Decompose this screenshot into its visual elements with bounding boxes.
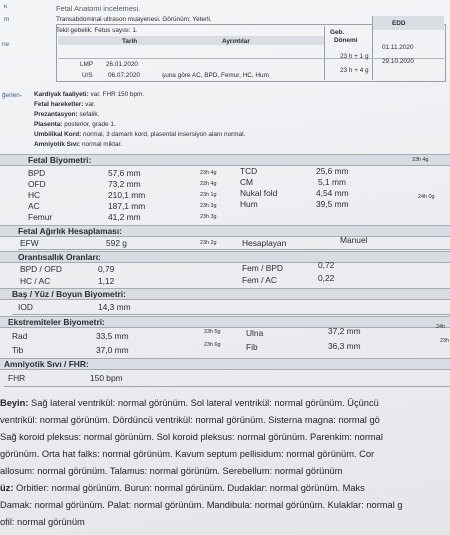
col-edd: EDD [392, 20, 406, 27]
ratio-hc-ac-value: 1,12 [98, 276, 115, 286]
lmp-edd: 01.11.2020 [382, 44, 414, 51]
bio-cm-label: CM [240, 177, 254, 187]
ext-ulna-value: 37,2 mm [328, 326, 361, 336]
us-details: şuna göre AC, BPD, Femur, HC, Hum [162, 72, 269, 79]
ext-rad-label: Rad [12, 331, 28, 341]
fhr-label: FHR [8, 373, 26, 383]
ext-fib-label: Fib [246, 342, 258, 352]
ratio-hc-ac-label: HC / AC [20, 276, 51, 286]
bio-hc-value: 210,1 mm [108, 190, 146, 200]
finding-1: Kardiyak faaliyeti: var. FHR 150 bpm. [34, 91, 145, 98]
bio-ofd-label: OFD [28, 179, 46, 189]
narrative-line-8: ofil: normal görünüm [0, 517, 85, 527]
ext-rad-value: 33,5 mm [96, 331, 129, 341]
bio-femur-value: 41,2 mm [108, 212, 141, 222]
ratio-bpd-ofd-label: BPD / OFD [20, 264, 62, 274]
narrative-line-2: ventrikül: normal görünüm. Dördüncü ventrikül: normal görünüm. Sisterna magna: normal gö [0, 415, 380, 425]
narrative-line-7: Damak: normal görünüm. Palat: normal görünüm. Mandibula: normal görünüm. Kulaklar: normal g [0, 500, 403, 510]
efw-calc-value: Manuel [340, 235, 368, 245]
ratio-fem-ac-label: Fem / AC [242, 275, 277, 285]
efw-ga: 23h 2g [200, 240, 217, 246]
findings-margin: ğerlen- [2, 92, 22, 99]
bio-hum-value: 39,5 mm [316, 199, 349, 209]
bio-ac-label: AC [28, 201, 40, 211]
ratio-bpd-ofd-value: 0,79 [98, 264, 115, 274]
lmp-date: 26.01.2020 [106, 61, 138, 68]
bio-bpd-value: 57,6 mm [108, 168, 141, 178]
narrative-line-6: üz: Orbitler: normal görünüm. Burun: normal görünüm. Dudaklar: normal görünüm. Maks [0, 483, 365, 493]
finding-6: Amniyotik Sıvı: normal miktar. [34, 141, 123, 148]
finding-4: Plasenta: posterior, grade 1. [34, 121, 116, 128]
bio-cm-value: 5,1 mm [318, 177, 346, 187]
bio-hc-label: HC [28, 190, 41, 200]
efw-calc-label: Hesaplayan [242, 238, 287, 248]
iod-value: 14,3 mm [98, 302, 131, 312]
bio-hum-ga: 24h 0g [418, 194, 435, 200]
bio-bpd-ga: 23h 4g [200, 170, 217, 176]
efw-value: 592 g [106, 238, 127, 248]
finding-3: Prezantasyon: sefalik. [34, 111, 100, 118]
col-ga-2: Dönemi [334, 37, 358, 44]
finding-2: Fetal hareketler: var. [34, 101, 96, 108]
ext-tib-label: Tib [12, 345, 24, 355]
extremity-title: Ekstremiteler Biyometri: [8, 317, 105, 327]
ext-ulna-label: Ulna [246, 328, 264, 338]
exam-description: Transabdominal ultrason muayenesi. Görünüm: Yeterli. [56, 16, 212, 23]
pregnancy-info: Tekil gebelik. Fetus sayısı: 1. [56, 27, 138, 34]
bio-ofd-ga: 22h 4g [200, 181, 217, 187]
bio-femur-ga: 23h 3g [200, 214, 217, 220]
edd-header-bar [372, 16, 444, 30]
margin-fragment-1: κ [4, 3, 8, 10]
us-edd: 29.10.2020 [382, 58, 414, 65]
ratios-title: Orantısallık Oranları: [18, 252, 101, 262]
narrative-line-4: görünüm. Orta hat falks: normal görünüm. Kavum septum pellisidum: normal görünüm. Cor [0, 449, 375, 459]
ext-rad-ga: 23h 5g [204, 329, 221, 335]
bio-nf-value: 4,54 mm [316, 188, 349, 198]
col-ga-1: Geb. [330, 29, 345, 36]
bio-tcd-label: TCD [240, 166, 258, 176]
head-title: Baş / Yüz / Boyun Biyometri: [12, 289, 126, 299]
iod-label: IOD [18, 302, 33, 312]
col-date: Tarih [122, 38, 138, 45]
margin-fragment-2: m [4, 16, 10, 23]
dating-header-bar [58, 36, 324, 45]
bio-ac-value: 187,1 mm [108, 201, 146, 211]
ext-tib-ga: 23h 6g [204, 342, 221, 348]
ratio-fem-bpd-value: 0,72 [318, 260, 335, 270]
bio-tcd-value: 25,6 mm [316, 166, 349, 176]
margin-fragment-3: ne [2, 41, 10, 48]
bio-femur-label: Femur [28, 212, 53, 222]
bio-hc-ga: 23h 1g [200, 192, 217, 198]
lmp-label: LMP [80, 61, 94, 68]
fhr-value: 150 bpm [90, 373, 123, 383]
narrative-line-1: Beyin: Sağ lateral ventrikül: normal görünüm. Sol lateral ventrikül: normal görünüm. Üçüncü [0, 398, 379, 408]
us-date: 06.07.2020 [108, 72, 140, 79]
biometry-title: Fetal Biyometri: [28, 155, 92, 165]
efw-label: EFW [20, 238, 39, 248]
col-details: Ayrıntılar [222, 38, 250, 45]
us-ga: 23 h + 4 g [340, 67, 369, 74]
bio-hum-label: Hum [240, 199, 258, 209]
finding-5: Umbilikal Kord: normal, 3 damarlı kord, plasental insersiyon alanı normal. [34, 131, 246, 138]
ext-ulna-ga: 24h [436, 324, 445, 330]
ratio-fem-ac-value: 0,22 [318, 273, 335, 283]
report-title: Fetal Anatomi incelemesi. [56, 4, 141, 13]
us-label: U/S [82, 72, 93, 79]
bio-ac-ga: 23h 3g [200, 203, 217, 209]
bio-nf-label: Nukal fold [240, 188, 278, 198]
ext-fib-ga: 23h [440, 338, 449, 344]
narrative-line-3: Sağ koroid pleksus: normal görünüm. Sol koroid pleksus: normal görünüm. Parenkim: normal [0, 432, 383, 442]
weight-title: Fetal Ağırlık Hesaplaması: [18, 226, 122, 236]
amniotic-title: Amniyotik Sıvı / FHR: [4, 359, 89, 369]
ext-tib-value: 37,0 mm [96, 345, 129, 355]
bio-ofd-value: 73,2 mm [108, 179, 141, 189]
ext-fib-value: 36,3 mm [328, 341, 361, 351]
bio-bpd-label: BPD [28, 168, 46, 178]
ratio-fem-bpd-label: Fem / BPD [242, 263, 283, 273]
biometry-corner-ga: 23h 4g [412, 157, 429, 163]
narrative-line-5: allosum: normal görünüm. Talamus: normal görünüm. Serebellum: normal görünüm [0, 466, 343, 476]
lmp-ga: 23 h + 1 g [340, 53, 369, 60]
